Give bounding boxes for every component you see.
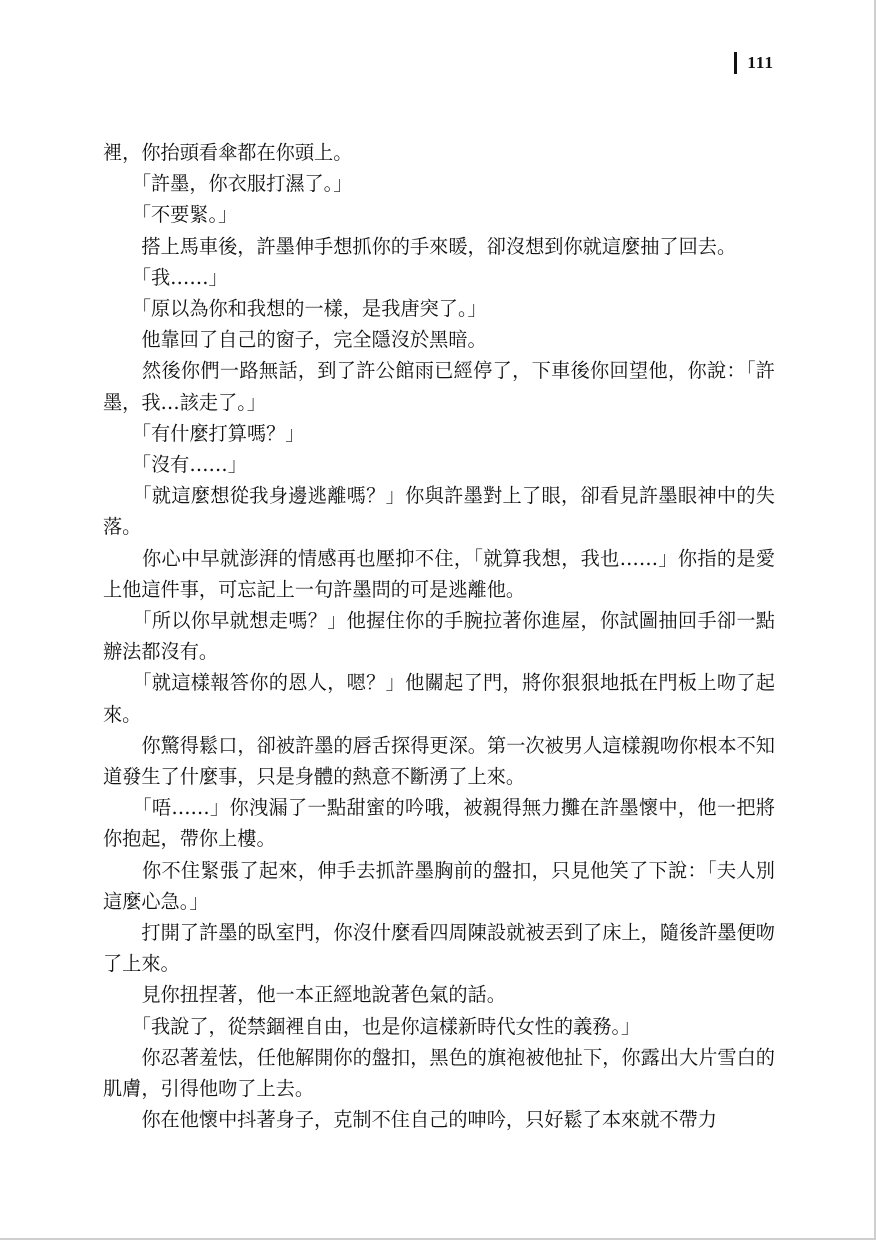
paragraph: 你心中早就澎湃的情感再也壓抑不住，「就算我想，我也……」你指的是愛上他這件事，可忘記上一句許墨問的可是逃離他。 xyxy=(103,546,775,601)
body-text xyxy=(103,137,775,1136)
paragraph: 「原以為你和我想的一樣，是我唐突了。」 xyxy=(103,297,487,321)
paragraph: 你在他懷中抖著身子，克制不住自己的呻吟，只好鬆了本來就不帶力 xyxy=(103,1108,717,1132)
paragraph: 見你扭捏著，他一本正經地說著色氣的話。 xyxy=(103,983,506,1007)
paragraph: 「不要緊。」 xyxy=(103,203,238,227)
paragraph: 「我……」 xyxy=(103,265,228,289)
page-number: 111 xyxy=(747,53,774,72)
paragraph: 「許墨，你衣服打濕了。」 xyxy=(103,172,353,196)
paragraph: 你不住緊張了起來，伸手去抓許墨胸前的盤扣，只見他笑了下說：「夫人別這麼心急。」 xyxy=(103,858,775,913)
page-header xyxy=(734,52,774,74)
paragraph: 裡，你抬頭看傘都在你頭上。 xyxy=(103,141,353,164)
paragraph: 你忍著羞怯，任他解開你的盤扣，黑色的旗袍被他扯下，你露出大片雪白的肌膚，引得他吻了上去。 xyxy=(103,1045,775,1101)
header-rule xyxy=(734,52,737,74)
paragraph: 「唔……」你洩漏了一點甜蜜的吟哦，被親得無力攤在許墨懷中，他一把將你抱起，帶你上樓。 xyxy=(103,796,775,851)
paragraph: 「有什麼打算嗎？」 xyxy=(103,421,305,445)
paragraph: 「就這樣報答你的恩人，嗯？」他關起了門，將你狠狠地抵在門板上吻了起來。 xyxy=(103,671,775,726)
paragraph: 然後你們一路無話，到了許公館雨已經停了，下車後你回望他，你說：「許墨，我…該走了。」 xyxy=(103,359,775,414)
paragraph: 打開了許墨的臥室門，你沒什麼看四周陳設就被丟到了床上，隨後許墨便吻了上來。 xyxy=(103,921,775,976)
paragraph: 「沒有……」 xyxy=(103,453,247,477)
paragraph: 搭上馬車後，許墨伸手想抓你的手來暖，卻沒想到你就這麼抽了回去。 xyxy=(103,234,737,258)
paragraph: 「就這麼想從我身邊逃離嗎？」你與許墨對上了眼，卻看見許墨眼神中的失落。 xyxy=(103,484,775,539)
paragraph: 你驚得鬆口，卻被許墨的唇舌探得更深。第一次被男人這樣親吻你根本不知道發生了什麼事，只是身體的熱意不斷湧了上來。 xyxy=(103,733,775,789)
paragraph: 「所以你早就想走嗎？」他握住你的手腕拉著你進屋，你試圖抽回手卻一點辦法都沒有。 xyxy=(103,609,775,664)
paragraph: 他靠回了自己的窗子，完全隱沒於黑暗。 xyxy=(103,328,487,352)
paragraph: 「我說了，從禁錮裡自由，也是你這樣新時代女性的義務。」 xyxy=(103,1014,641,1038)
